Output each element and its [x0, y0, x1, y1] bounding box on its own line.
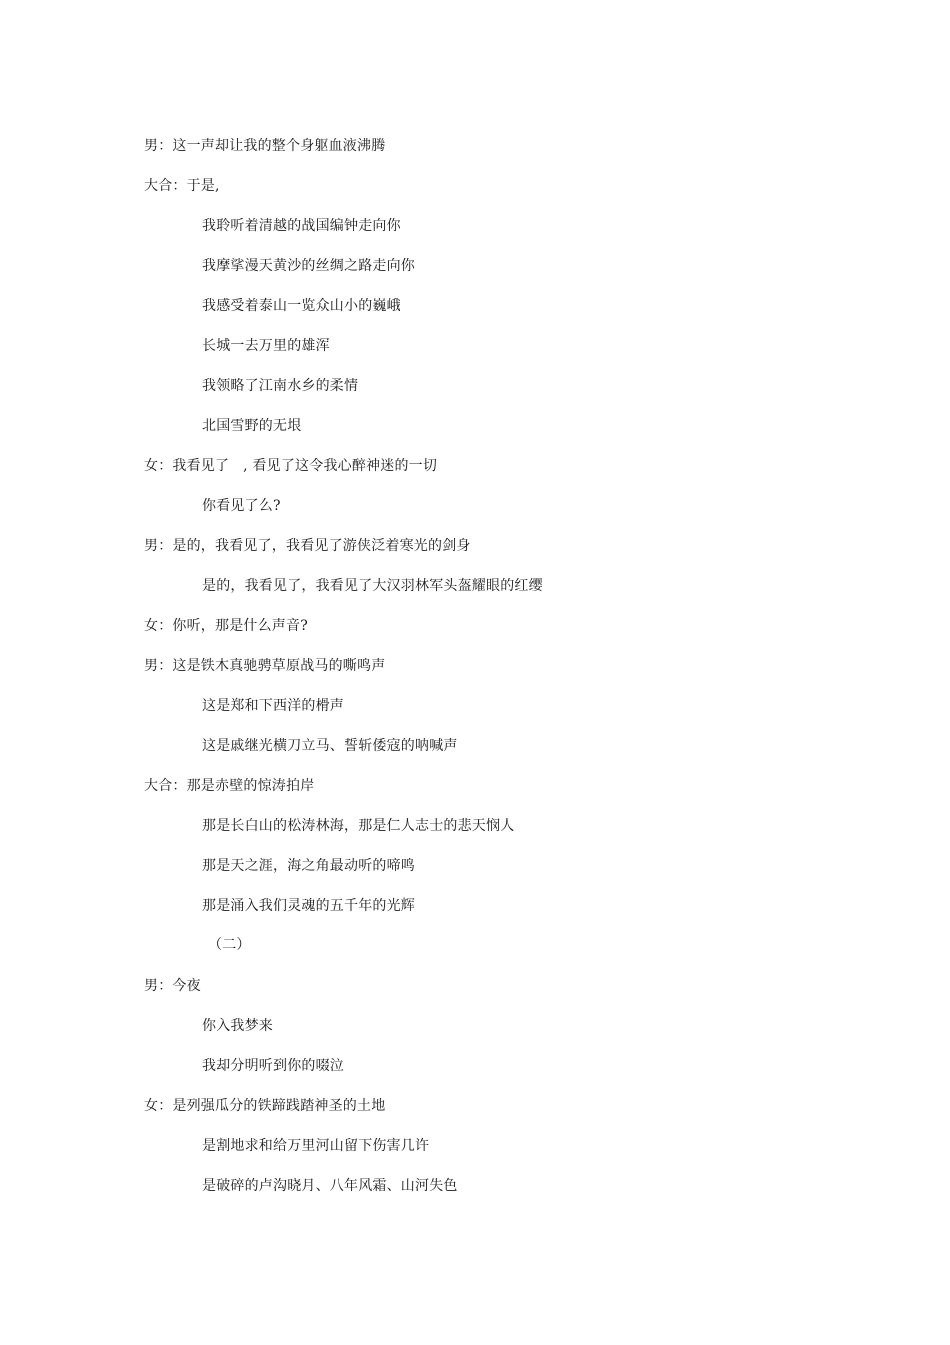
text-line: 大合：那是赤壁的惊涛拍岸 — [144, 778, 315, 794]
text-line: 是破碎的卢沟晓月、八年风霜、山河失色 — [202, 1178, 458, 1194]
text-line: 我领略了江南水乡的柔情 — [202, 378, 359, 394]
text-line: 那是涌入我们灵魂的五千年的光辉 — [202, 898, 415, 914]
text-line: 女：是列强瓜分的铁蹄践踏神圣的土地 — [144, 1098, 386, 1114]
text-line: 女：你听，那是什么声音? — [144, 618, 308, 634]
text-line: 男：这一声却让我的整个身躯血液沸腾 — [144, 138, 386, 154]
text-line: 女：我看见了 , 看见了这令我心醉神迷的一切 — [144, 458, 438, 474]
text-line: 我感受着泰山一览众山小的巍峨 — [202, 298, 401, 314]
text-line: 大合：于是, — [144, 178, 220, 194]
text-line: 我摩挲漫天黄沙的丝绸之路走向你 — [202, 258, 415, 274]
text-line: 我却分明听到你的啜泣 — [202, 1058, 344, 1074]
text-line: 我聆听着清越的战国编钟走向你 — [202, 218, 401, 234]
text-line: 是的，我看见了，我看见了大汉羽林军头盔耀眼的红缨 — [202, 578, 543, 594]
text-line: 那是天之涯，海之角最动听的啼鸣 — [202, 858, 415, 874]
text-line: 这是戚继光横刀立马、誓斩倭寇的呐喊声 — [202, 738, 458, 754]
text-line: 你看见了么? — [202, 498, 281, 514]
text-line: 那是长白山的松涛林海，那是仁人志士的悲天悯人 — [202, 818, 515, 834]
text-line: 是割地求和给万里河山留下伤害几许 — [202, 1138, 430, 1154]
text-line: 长城一去万里的雄浑 — [202, 338, 330, 354]
text-line: 北国雪野的无垠 — [202, 418, 302, 434]
section-heading: （二） — [208, 937, 251, 953]
text-line: 男：今夜 — [144, 978, 201, 994]
text-line: 男：这是铁木真驰骋草原战马的嘶鸣声 — [144, 658, 386, 674]
text-line: 你入我梦来 — [202, 1018, 273, 1034]
text-line: 男：是的，我看见了，我看见了游侠泛着寒光的剑身 — [144, 538, 471, 554]
text-line: 这是郑和下西洋的榾声 — [202, 698, 344, 714]
